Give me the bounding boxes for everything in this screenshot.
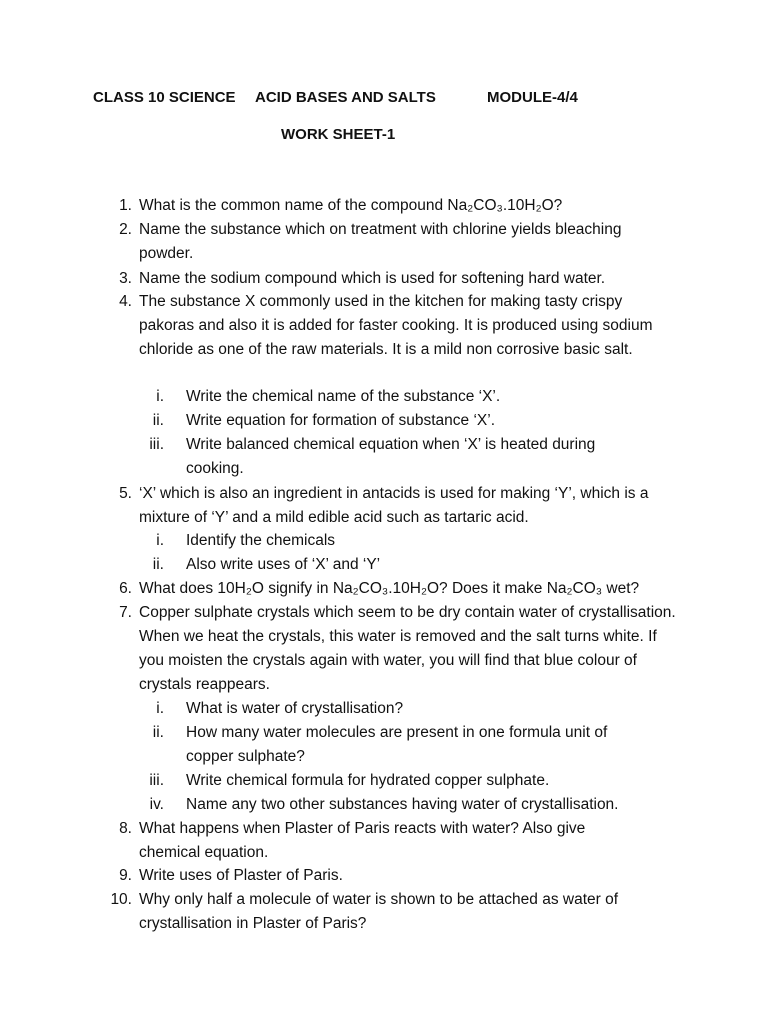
sub-question-number: iii.	[149, 772, 164, 789]
question-text: What is the common name of the compound Na₂CO₃.10H₂O?	[139, 197, 563, 214]
question-text: ‘X’ which is also an ingredient in antacids is used for making ‘Y’, which is a mixture of ‘Y’ and a mild edible acid such as tartaric acid.	[139, 485, 649, 526]
question-number: 5.	[119, 485, 132, 502]
question-text: Write uses of Plaster of Paris.	[139, 867, 343, 884]
sub-question-number: iii.	[149, 436, 164, 453]
sub-question-number: i.	[156, 700, 164, 717]
chapter-title: ACID BASES AND SALTS	[255, 89, 436, 106]
question-text: What happens when Plaster of Paris reacts with water? Also give chemical equation.	[139, 820, 586, 861]
sub-question-text: How many water molecules are present in one formula unit of copper sulphate?	[186, 724, 608, 765]
question-number: 9.	[119, 867, 132, 884]
question-number: 2.	[119, 221, 132, 238]
sub-question-text: Also write uses of ‘X’ and ‘Y’	[186, 556, 381, 573]
question-number: 4.	[119, 293, 132, 310]
question-number: 8.	[119, 820, 132, 837]
class-label: CLASS 10 SCIENCE	[93, 89, 236, 106]
sub-question-text: Write balanced chemical equation when ‘X’ is heated during cooking.	[186, 436, 596, 477]
sub-question-text: Name any two other substances having water of crystallisation.	[186, 796, 619, 813]
sub-question-text: Identify the chemicals	[186, 532, 336, 549]
sub-question-number: iv.	[149, 796, 164, 813]
sub-question-text: Write chemical formula for hydrated copper sulphate.	[186, 772, 550, 789]
worksheet-title: WORK SHEET-1	[281, 126, 396, 143]
question-number: 10.	[110, 891, 132, 908]
question-text: The substance X commonly used in the kitchen for making tasty crispy pakoras and also it is added for faster cooking. It is produced using sodium chloride as one of the raw materials. It is a mild non corrosive basic salt.	[139, 293, 653, 358]
module-label: MODULE-4/4	[487, 89, 578, 106]
sub-question-number: i.	[156, 388, 164, 405]
sub-question-number: i.	[156, 532, 164, 549]
sub-question-number: ii.	[152, 412, 164, 429]
question-number: 7.	[119, 604, 132, 621]
question-text: What does 10H₂O signify in Na₂CO₃.10H₂O? Does it make Na₂CO₃ wet?	[139, 580, 640, 597]
question-number: 6.	[119, 580, 132, 597]
sub-question-text: Write equation for formation of substance ‘X’.	[186, 412, 496, 429]
question-text: Copper sulphate crystals which seem to be dry contain water of crystallisation. When we heat the crystals, this water is removed and the salt turns white. If you moisten the crystals again with water, you will find that blue colour of crystals reappears.	[139, 604, 676, 693]
question-number: 1.	[119, 197, 132, 214]
sub-question-number: ii.	[152, 556, 164, 573]
question-text: Why only half a molecule of water is shown to be attached as water of crystallisation in Plaster of Paris?	[139, 891, 619, 932]
question-number: 3.	[119, 270, 132, 287]
sub-question-text: Write the chemical name of the substance ‘X’.	[186, 388, 501, 405]
sub-question-text: What is water of crystallisation?	[186, 700, 404, 717]
sub-question-number: ii.	[152, 724, 164, 741]
question-text: Name the sodium compound which is used for softening hard water.	[139, 270, 606, 287]
question-text: Name the substance which on treatment with chlorine yields bleaching powder.	[139, 221, 622, 262]
